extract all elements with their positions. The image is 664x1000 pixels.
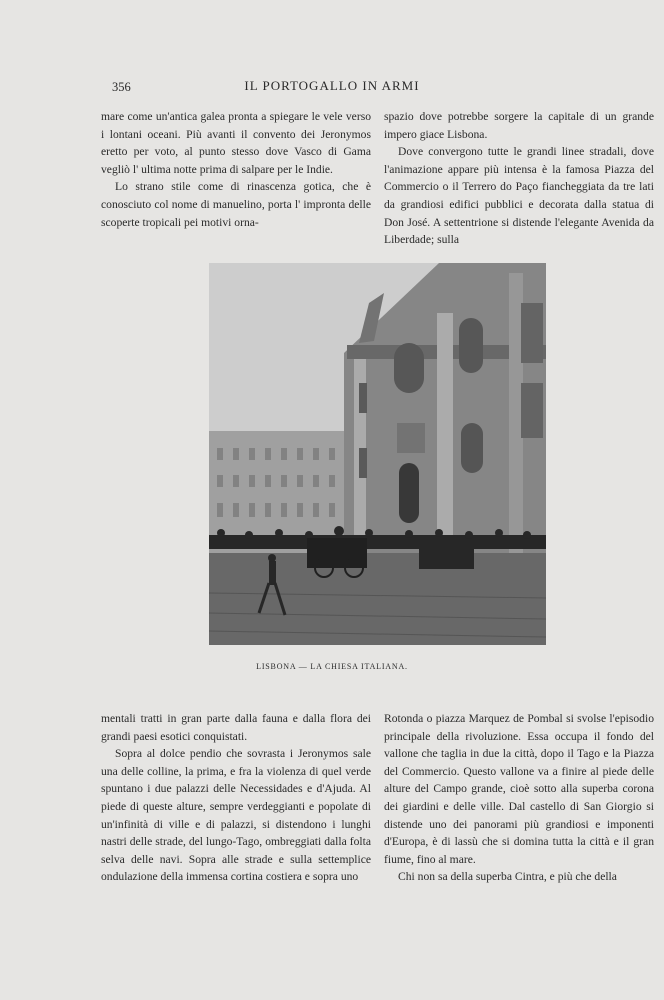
paragraph: Sopra al dolce pendio che sovrasta i Jeronymos sale una delle colline, la prima, e fra la violenza di quel verde spuntano i due palazzi delle Necessidades e d'Ajuda. Al piede di queste alture, sempre verdeggianti e popolate di un'infinità di ville e di palazzi, si distendono i lunghi nastri delle strade, del lungo-Tago, ombreggiati dalla folta selva delle navi. Sopra alle strade e sulla settemplice ondulazione della immensa cortina costiera e sopra uno — [101, 747, 371, 884]
figure-caption: LISBONA — LA CHIESA ITALIANA. — [256, 662, 408, 671]
paragraph: spazio dove potrebbe sorgere la capitale di un grande impero giace Lisbona. — [384, 110, 654, 141]
running-title: IL PORTOGALLO IN ARMI — [244, 78, 420, 93]
text-column-top-left — [101, 108, 371, 231]
paragraph: mentali tratti in gran parte dalla fauna e dalla flora dei grandi paesi esotici conquistati. — [101, 712, 371, 743]
church-photograph — [209, 263, 546, 645]
paragraph: Lo strano stile come di rinascenza gotica, che è conosciuto col nome di manuelino, porta l' impronta delle scoperte tropicali pei motivi orna- — [101, 180, 371, 229]
text-column-top-right — [384, 108, 654, 249]
paragraph: Dove convergono tutte le grandi linee stradali, dove l'animazione appare più intensa è la famosa Piazza del Commercio o il Terrero do Paço fiancheggiata da tre lati da grandiosi edifici pubblici e decorata dalla statua di Don José. A settentrione si distende l'elegante Avenida da Liberdade; sulla — [384, 145, 654, 247]
paragraph: Chi non sa della superba Cintra, e più che della — [398, 870, 617, 884]
paragraph: mare come un'antica galea pronta a spiegare le vele verso i lontani oceani. Più avanti il convento dei Jeronymos eretto per voto, al punto stesso dove Vasco di Gama vegliò l' ultima notte prima di salpare per le Indie. — [101, 110, 371, 176]
page-number: 356 — [112, 80, 131, 94]
text-column-bottom-left — [101, 710, 371, 886]
paragraph: Rotonda o piazza Marquez de Pombal si svolse l'episodio principale della rivoluzione. Essa occupa il fondo del vallone che taglia in due la città, dopo il Tago e la Piazza del Commercio. Questo vallone va a finire al piede delle alture del Campo grande, cioè sotto alla superba corona dei giardini e delle ville. Dal castello di San Giorgio si distende uno dei panorami più grandiosi e imponenti d'Europa, è di lassù che si domina tutta la città e il gran fiume, fino al mare. — [384, 712, 654, 866]
text-column-bottom-right — [384, 710, 654, 886]
